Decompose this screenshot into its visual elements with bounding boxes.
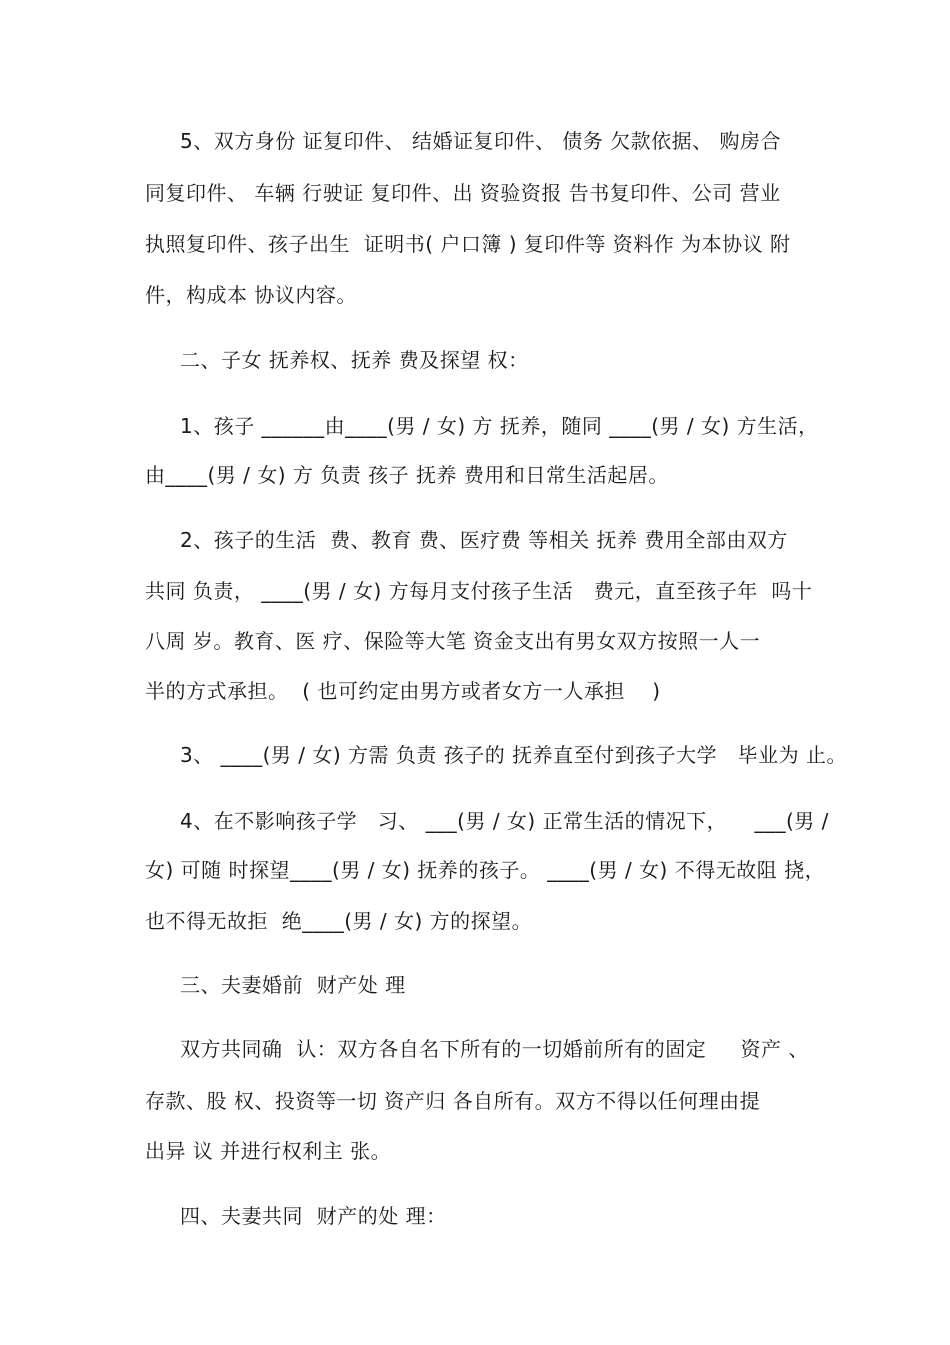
item-2-line-4: 半的方式承担。 ( 也可约定由男方或者女方一人承担 ) [145, 679, 661, 703]
item-1-line-2: 由____(男 / 女) 方 负责 孩子 抚养 费用和日常生活起居。 [145, 463, 669, 487]
item-4-line-2: 女) 可随 时探望____(男 / 女) 抚养的孩子。 ____(男 / 女) 不得无故阻 挠， [145, 858, 826, 882]
section-4-heading: 四、夫妻共同 财产的处 理： [180, 1204, 447, 1228]
section-3-para-line-2: 存款、股 权、投资等一切 资产归 各自所有。双方不得以任何理由提 [145, 1089, 761, 1113]
section-3-para-line-1: 双方共同确 认：双方各自名下所有的一切婚前所有的固定 资产 、 [180, 1037, 809, 1061]
paragraph-5-line-4: 件，构成本 协议内容。 [145, 283, 357, 307]
item-1-line-1: 1、孩子 ______由____(男 / 女) 方 抚养，随同 ____(男 / 女) 方生活， [180, 414, 819, 438]
item-2-line-3: 八周 岁。教育、医 疗、保险等大笔 资金支出有男女双方按照一人一 [145, 629, 761, 653]
section-2-heading: 二、子女 抚养权、抚养 费及探望 权： [180, 348, 529, 372]
item-2-line-2: 共同 负责， ____(男 / 女) 方每月支付孩子生活 费元，直至孩子年 吗十 [145, 579, 813, 603]
paragraph-5-line-2: 同复印件、 车辆 行驶证 复印件、出 资验资报 告书复印件、公司 营业 [145, 181, 781, 205]
item-3-line-1: 3、 ____(男 / 女) 方需 负责 孩子的 抚养直至付到孩子大学 毕业为 止。 [180, 743, 847, 767]
item-4-line-1: 4、在不影响孩子学 习、 ___(男 / 女) 正常生活的情况下， ___(男 / [180, 809, 829, 833]
section-3-heading: 三、夫妻婚前 财产处 理 [180, 973, 406, 997]
paragraph-5-line-3: 执照复印件、孩子出生 证明书( 户口簿 ) 复印件等 资料作 为本协议 附 [145, 232, 791, 256]
section-3-para-line-3: 出异 议 并进行权利主 张。 [145, 1139, 392, 1163]
paragraph-5-line-1: 5、双方身份 证复印件、 结婚证复印件、 债务 欠款依据、 购房合 [180, 129, 782, 153]
item-4-line-3: 也不得无故拒 绝____(男 / 女) 方的探望。 [145, 909, 533, 933]
item-2-line-1: 2、孩子的生活 费、教育 费、医疗费 等相关 抚养 费用全部由双方 [180, 528, 788, 552]
